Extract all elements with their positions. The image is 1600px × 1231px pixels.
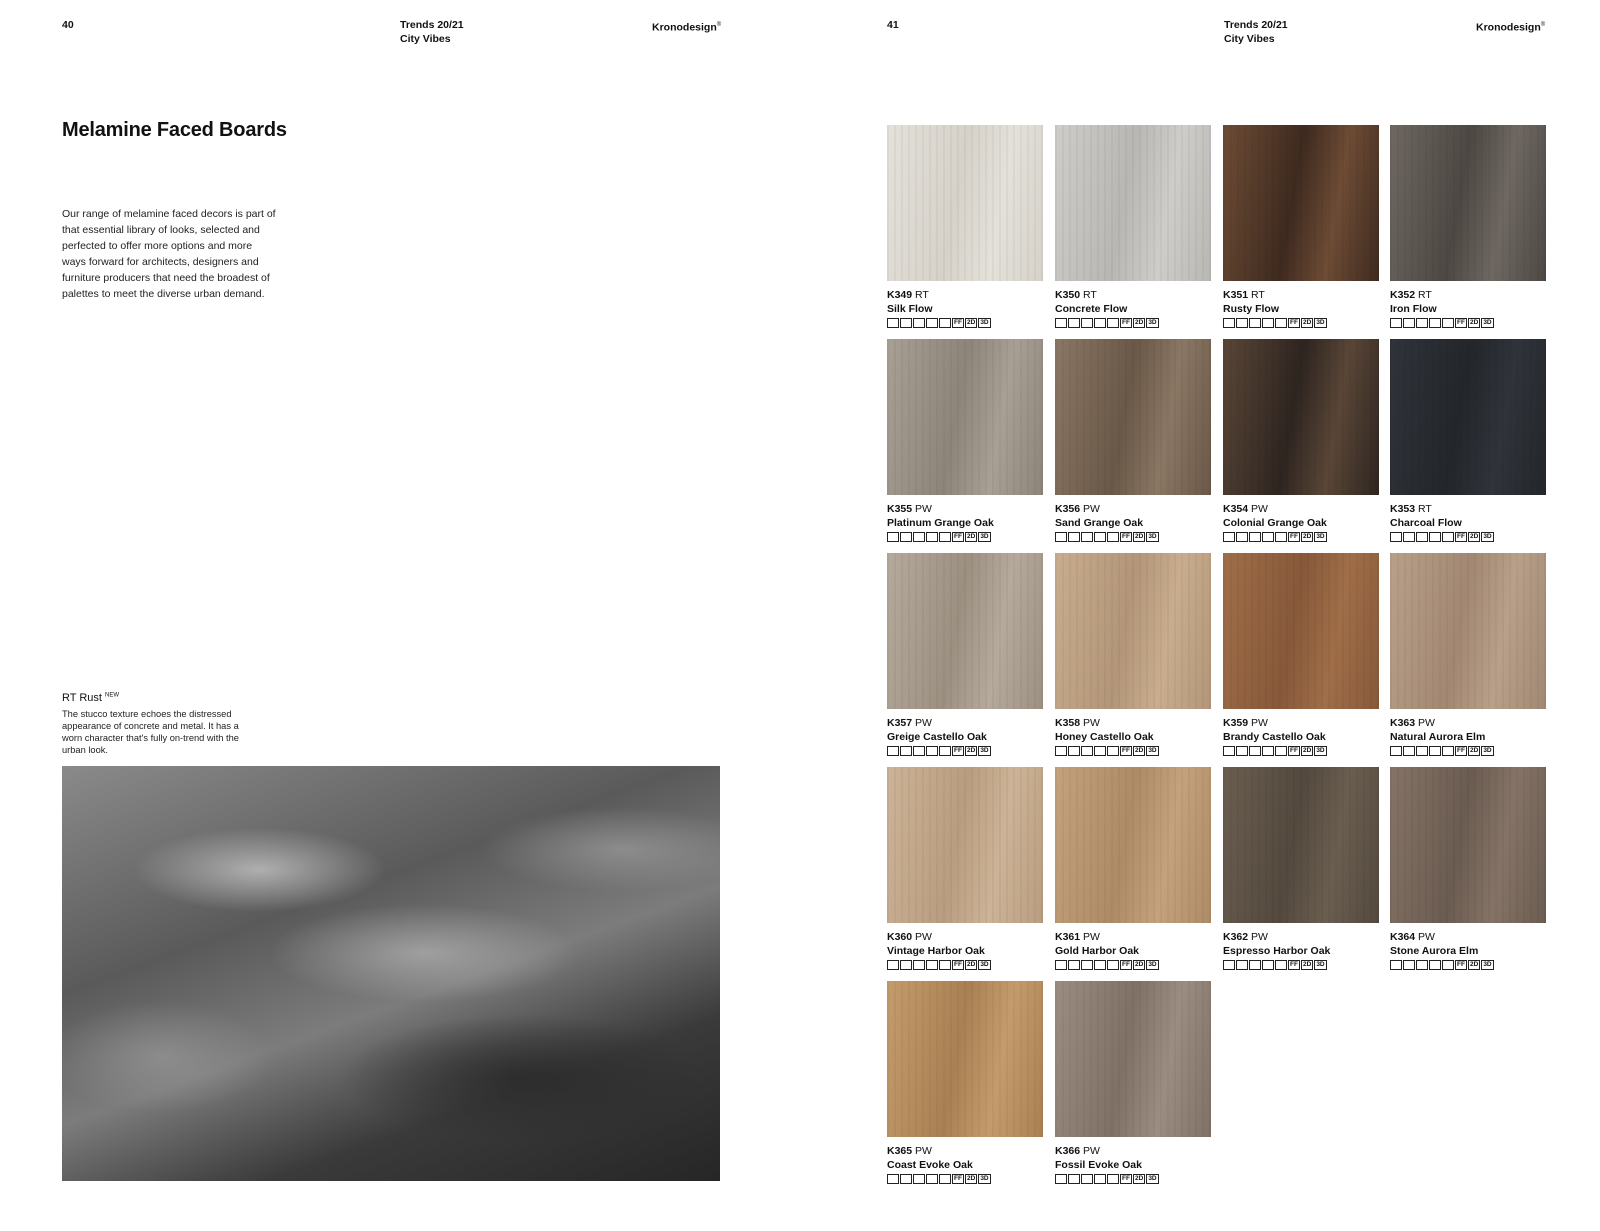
application-icon	[1262, 746, 1274, 756]
swatch-code: K366	[1055, 1145, 1081, 1157]
application-icon: FF	[952, 532, 964, 542]
swatch-code: K349	[887, 289, 913, 301]
application-icon	[1249, 960, 1261, 970]
intro-paragraph: Our range of melamine faced decors is part of that essential library of looks, selected and perfected to offer more options and more ways forward for architects, designers and furniture producers that need the broadest of palettes to meet the diverse urban demand.	[62, 208, 276, 300]
swatch-image	[1390, 339, 1546, 495]
brand-name: Kronodesign	[652, 21, 717, 34]
application-icons	[1223, 960, 1379, 970]
application-icon	[1094, 532, 1106, 542]
swatch-name: Rusty Flow	[1223, 303, 1280, 315]
swatch-image	[1223, 125, 1379, 281]
application-icon: FF	[1455, 960, 1467, 970]
application-icon	[1068, 1174, 1080, 1184]
application-icon: 2D	[1303, 961, 1312, 968]
application-icon	[1262, 960, 1274, 970]
application-icon: 2D	[1135, 533, 1144, 540]
swatch-code-line	[1390, 503, 1546, 516]
swatch-finish: RT	[1083, 289, 1097, 301]
application-icon: 2D	[1303, 319, 1312, 326]
swatch-card[interactable]	[1223, 767, 1379, 970]
application-icon: FF	[1120, 532, 1132, 542]
swatch-code-line	[1390, 289, 1546, 302]
application-icon	[939, 532, 951, 542]
application-icons	[887, 746, 1043, 756]
application-icon	[1107, 318, 1119, 328]
application-icons	[1055, 532, 1211, 542]
brand-mark: ®	[1540, 22, 1546, 28]
swatch-code: K354	[1223, 503, 1249, 515]
swatch-finish: PW	[915, 503, 932, 515]
swatch-code-line	[1390, 717, 1546, 730]
application-icon	[1081, 1174, 1093, 1184]
application-icon: 2D	[967, 747, 976, 754]
application-icon: FF	[1288, 746, 1300, 756]
application-icon	[1416, 960, 1428, 970]
application-icon	[939, 318, 951, 328]
application-icon: 3D	[1148, 533, 1157, 540]
application-icon	[1442, 532, 1454, 542]
application-icon	[913, 532, 925, 542]
swatch-card[interactable]	[1223, 339, 1379, 542]
swatch-name: Concrete Flow	[1055, 303, 1128, 315]
application-icon: 2D	[1303, 533, 1312, 540]
application-icon	[1094, 318, 1106, 328]
swatch-name: Honey Castello Oak	[1055, 731, 1154, 743]
application-icon: FF	[1288, 960, 1300, 970]
swatch-card[interactable]	[1055, 125, 1211, 328]
swatch-finish: PW	[1083, 717, 1100, 729]
application-icons	[1223, 318, 1379, 328]
swatch-code: K352	[1390, 289, 1416, 301]
application-icon: FF	[1288, 532, 1300, 542]
application-icon	[1055, 960, 1067, 970]
swatch-image	[1223, 767, 1379, 923]
application-icon	[1249, 318, 1261, 328]
swatch-name: Greige Castello Oak	[887, 731, 987, 743]
swatch-code-line	[1390, 931, 1546, 944]
swatch-image	[1390, 767, 1546, 923]
application-icon: FF	[1455, 318, 1467, 328]
application-icon: 2D	[1470, 961, 1479, 968]
application-icon	[1081, 318, 1093, 328]
brand-right	[1476, 18, 1545, 35]
application-icon	[926, 318, 938, 328]
swatch-code: K351	[1223, 289, 1249, 301]
application-icon	[1429, 960, 1441, 970]
application-icons	[1390, 960, 1546, 970]
swatch-code-line	[1055, 931, 1211, 944]
application-icon	[1390, 532, 1402, 542]
swatch-code-line	[887, 1145, 1043, 1158]
application-icon: 3D	[1316, 961, 1325, 968]
application-icon: 2D	[1135, 961, 1144, 968]
application-icon: 3D	[1148, 747, 1157, 754]
application-icon: 3D	[1148, 1175, 1157, 1182]
application-icon	[1055, 1174, 1067, 1184]
application-icon: 3D	[980, 1175, 989, 1182]
application-icon	[1390, 318, 1402, 328]
swatch-card[interactable]	[1390, 767, 1546, 970]
application-icon	[1390, 746, 1402, 756]
application-icon	[887, 1174, 899, 1184]
swatch-code: K360	[887, 931, 913, 943]
application-icon	[900, 318, 912, 328]
application-icon	[1081, 960, 1093, 970]
swatch-code: K359	[1223, 717, 1249, 729]
swatch-finish: PW	[1418, 931, 1435, 943]
application-icons	[887, 318, 1043, 328]
feature-description: The stucco texture echoes the distressed appearance of concrete and metal. It has a worn character that's fully on-trend with the urban look.	[62, 709, 239, 755]
swatch-card[interactable]	[1055, 339, 1211, 542]
page-title: Melamine Faced Boards	[62, 119, 287, 141]
section-header-right	[1224, 18, 1288, 46]
application-icon	[1236, 960, 1248, 970]
swatch-card[interactable]	[1390, 339, 1546, 542]
swatch-code-line	[887, 503, 1043, 516]
application-icon	[1236, 746, 1248, 756]
application-icon: FF	[952, 318, 964, 328]
application-icon: FF	[1120, 1174, 1132, 1184]
swatch-image	[1390, 125, 1546, 281]
application-icon: FF	[1455, 746, 1467, 756]
application-icon: FF	[952, 746, 964, 756]
swatch-code: K358	[1055, 717, 1081, 729]
application-icon	[939, 960, 951, 970]
application-icon	[1403, 318, 1415, 328]
application-icons	[1223, 746, 1379, 756]
application-icon: 3D	[1483, 747, 1492, 754]
swatch-card[interactable]	[1055, 553, 1211, 756]
swatch-code-line	[1055, 289, 1211, 302]
application-icon	[1081, 746, 1093, 756]
swatch-code-line	[1055, 1145, 1211, 1158]
page-number-left: 40	[62, 19, 74, 31]
swatch-code: K362	[1223, 931, 1249, 943]
application-icon	[1107, 746, 1119, 756]
swatch-code-line	[887, 717, 1043, 730]
swatch-code-line	[1223, 717, 1379, 730]
application-icon	[1236, 318, 1248, 328]
application-icons	[1390, 532, 1546, 542]
application-icon	[1055, 532, 1067, 542]
application-icons	[1390, 746, 1546, 756]
application-icon	[1390, 960, 1402, 970]
feature-name: RT Rust	[62, 692, 102, 704]
swatch-code-line	[1223, 289, 1379, 302]
application-icon: 2D	[1135, 319, 1144, 326]
swatch-code: K364	[1390, 931, 1416, 943]
application-icon	[1094, 1174, 1106, 1184]
application-icons	[887, 960, 1043, 970]
application-icon	[1107, 960, 1119, 970]
application-icon: 2D	[967, 1175, 976, 1182]
application-icon	[1442, 746, 1454, 756]
application-icons	[1055, 318, 1211, 328]
application-icon: 2D	[1303, 747, 1312, 754]
application-icon	[1055, 318, 1067, 328]
application-icons	[887, 532, 1043, 542]
swatch-name: Platinum Grange Oak	[887, 517, 994, 529]
application-icon	[1429, 318, 1441, 328]
swatch-image	[1223, 553, 1379, 709]
application-icon	[1416, 532, 1428, 542]
swatch-code-line	[1055, 717, 1211, 730]
swatch-card[interactable]	[1223, 125, 1379, 328]
application-icon: 3D	[980, 533, 989, 540]
application-icon	[1416, 746, 1428, 756]
application-icon	[900, 746, 912, 756]
swatch-code-line	[1055, 503, 1211, 516]
application-icon	[1223, 532, 1235, 542]
application-icon	[887, 746, 899, 756]
section-theme: City Vibes	[400, 33, 451, 45]
application-icon: 3D	[1148, 961, 1157, 968]
application-icon	[1094, 960, 1106, 970]
application-icon	[1275, 532, 1287, 542]
swatch-image	[887, 553, 1043, 709]
swatch-finish: PW	[1418, 717, 1435, 729]
swatch-finish: PW	[1251, 717, 1268, 729]
section-header-left	[400, 18, 464, 46]
application-icon: 3D	[1483, 533, 1492, 540]
swatch-name: Fossil Evoke Oak	[1055, 1159, 1142, 1171]
application-icon	[926, 1174, 938, 1184]
application-icons	[1055, 1174, 1211, 1184]
application-icon	[926, 532, 938, 542]
brand-name: Kronodesign	[1476, 21, 1541, 34]
swatch-code: K361	[1055, 931, 1081, 943]
application-icon	[1403, 532, 1415, 542]
swatch-card[interactable]	[1223, 553, 1379, 756]
application-icon: 2D	[1470, 319, 1479, 326]
application-icon	[1107, 1174, 1119, 1184]
application-icon	[913, 318, 925, 328]
swatch-finish: PW	[1083, 1145, 1100, 1157]
swatch-card[interactable]	[887, 553, 1043, 756]
application-icon: 3D	[1483, 961, 1492, 968]
application-icons	[887, 1174, 1043, 1184]
swatch-image	[887, 767, 1043, 923]
application-icon: FF	[1120, 318, 1132, 328]
application-icon: 2D	[1135, 747, 1144, 754]
application-icon	[1429, 746, 1441, 756]
swatch-image	[1055, 339, 1211, 495]
swatch-finish: PW	[1083, 503, 1100, 515]
swatch-image	[1055, 553, 1211, 709]
application-icon: 3D	[1316, 533, 1325, 540]
swatch-name: Stone Aurora Elm	[1390, 945, 1479, 957]
swatch-name: Natural Aurora Elm	[1390, 731, 1486, 743]
application-icon: FF	[1288, 318, 1300, 328]
application-icon	[1223, 318, 1235, 328]
swatch-card[interactable]	[887, 981, 1043, 1184]
swatch-card[interactable]	[1055, 981, 1211, 1184]
application-icon	[1094, 746, 1106, 756]
swatch-finish: RT	[1418, 289, 1432, 301]
swatch-name: Brandy Castello Oak	[1223, 731, 1326, 743]
section-year: Trends 20/21	[1224, 19, 1288, 31]
application-icon	[939, 746, 951, 756]
application-icons	[1055, 746, 1211, 756]
application-icons	[1055, 960, 1211, 970]
swatch-finish: RT	[1251, 289, 1265, 301]
swatch-name: Silk Flow	[887, 303, 933, 315]
application-icon: 2D	[1470, 533, 1479, 540]
application-icon	[1223, 746, 1235, 756]
swatch-finish: RT	[915, 289, 929, 301]
rust-texture-image	[62, 766, 720, 1181]
page-number-right: 41	[887, 19, 899, 31]
application-icon: 3D	[1316, 319, 1325, 326]
swatch-finish: PW	[915, 931, 932, 943]
swatch-finish: PW	[1251, 503, 1268, 515]
swatch-image	[1390, 553, 1546, 709]
swatch-name: Iron Flow	[1390, 303, 1437, 315]
application-icons	[1223, 532, 1379, 542]
swatch-name: Vintage Harbor Oak	[887, 945, 985, 957]
application-icon	[1275, 746, 1287, 756]
swatch-code-line	[887, 289, 1043, 302]
swatch-finish: PW	[915, 717, 932, 729]
application-icon: 2D	[967, 319, 976, 326]
application-icon	[1442, 318, 1454, 328]
application-icon	[1068, 746, 1080, 756]
application-icon	[900, 1174, 912, 1184]
application-icon	[1223, 960, 1235, 970]
swatch-name: Charcoal Flow	[1390, 517, 1462, 529]
swatch-name: Colonial Grange Oak	[1223, 517, 1327, 529]
section-theme: City Vibes	[1224, 33, 1275, 45]
application-icon	[913, 746, 925, 756]
swatch-image	[887, 981, 1043, 1137]
application-icon: 3D	[1483, 319, 1492, 326]
application-icon: FF	[1120, 746, 1132, 756]
application-icon	[1275, 318, 1287, 328]
application-icon	[1262, 532, 1274, 542]
swatch-card[interactable]	[887, 767, 1043, 970]
swatch-code-line	[887, 931, 1043, 944]
application-icon: FF	[1120, 960, 1132, 970]
application-icon: 3D	[980, 747, 989, 754]
application-icon	[926, 960, 938, 970]
swatch-name: Gold Harbor Oak	[1055, 945, 1140, 957]
swatch-image	[887, 339, 1043, 495]
application-icon	[939, 1174, 951, 1184]
application-icon	[1068, 960, 1080, 970]
application-icon	[1262, 318, 1274, 328]
swatch-card[interactable]	[887, 339, 1043, 542]
swatch-card[interactable]	[1390, 125, 1546, 328]
application-icon	[1236, 532, 1248, 542]
application-icon	[1068, 318, 1080, 328]
application-icon: 2D	[967, 533, 976, 540]
swatch-code: K356	[1055, 503, 1081, 515]
section-year: Trends 20/21	[400, 19, 464, 31]
application-icon	[1055, 746, 1067, 756]
application-icon	[1107, 532, 1119, 542]
application-icon	[1249, 746, 1261, 756]
swatch-code-line	[1223, 503, 1379, 516]
application-icon: 3D	[1148, 319, 1157, 326]
brand-left	[652, 18, 721, 35]
application-icon	[1403, 960, 1415, 970]
swatch-card[interactable]	[1055, 767, 1211, 970]
application-icon	[1081, 532, 1093, 542]
new-badge: NEW	[105, 692, 120, 699]
application-icon: FF	[1455, 532, 1467, 542]
application-icon: 2D	[967, 961, 976, 968]
application-icon	[926, 746, 938, 756]
swatch-name: Sand Grange Oak	[1055, 517, 1144, 529]
application-icon: 3D	[980, 319, 989, 326]
application-icon	[1249, 532, 1261, 542]
swatch-image	[887, 125, 1043, 281]
swatch-name: Espresso Harbor Oak	[1223, 945, 1331, 957]
application-icon: 3D	[980, 961, 989, 968]
application-icons	[1390, 318, 1546, 328]
swatch-name: Coast Evoke Oak	[887, 1159, 973, 1171]
swatch-image	[1055, 125, 1211, 281]
swatch-code: K355	[887, 503, 913, 515]
application-icon	[887, 960, 899, 970]
application-icon	[887, 532, 899, 542]
swatch-finish: PW	[1251, 931, 1268, 943]
application-icon	[1442, 960, 1454, 970]
swatch-code: K350	[1055, 289, 1081, 301]
application-icon	[1275, 960, 1287, 970]
feature-label	[62, 692, 119, 704]
application-icon: 3D	[1316, 747, 1325, 754]
swatch-card[interactable]	[887, 125, 1043, 328]
application-icon: 2D	[1135, 1175, 1144, 1182]
brand-mark: ®	[716, 22, 722, 28]
application-icon	[913, 960, 925, 970]
application-icon	[1403, 746, 1415, 756]
swatch-image	[1055, 767, 1211, 923]
swatch-code-line	[1223, 931, 1379, 944]
swatch-finish: PW	[1083, 931, 1100, 943]
swatch-code: K353	[1390, 503, 1416, 515]
application-icon	[1068, 532, 1080, 542]
swatch-finish: RT	[1418, 503, 1432, 515]
application-icon	[900, 960, 912, 970]
application-icon	[1429, 532, 1441, 542]
application-icon: FF	[952, 1174, 964, 1184]
swatch-code: K363	[1390, 717, 1416, 729]
application-icon	[900, 532, 912, 542]
swatch-code: K365	[887, 1145, 913, 1157]
application-icon: FF	[952, 960, 964, 970]
application-icon	[913, 1174, 925, 1184]
application-icon	[887, 318, 899, 328]
application-icon	[1416, 318, 1428, 328]
swatch-code: K357	[887, 717, 913, 729]
swatch-finish: PW	[915, 1145, 932, 1157]
swatch-image	[1055, 981, 1211, 1137]
application-icon: 2D	[1470, 747, 1479, 754]
swatch-image	[1223, 339, 1379, 495]
swatch-card[interactable]	[1390, 553, 1546, 756]
